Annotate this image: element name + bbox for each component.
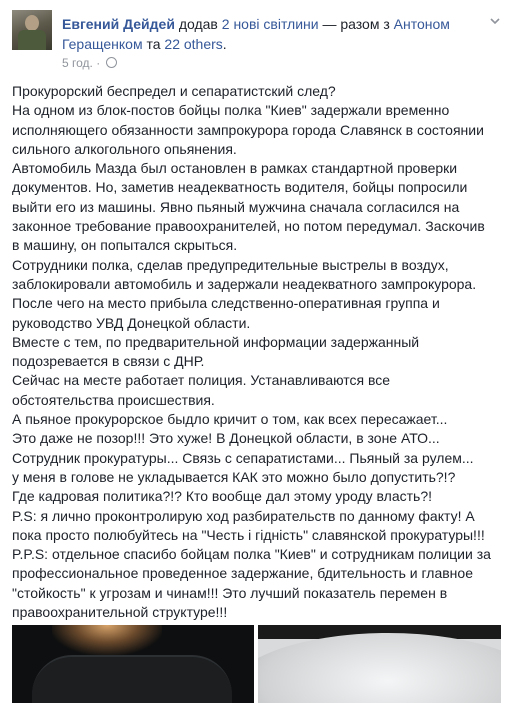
post-text-line: сильного алкогольного опьянения.: [12, 140, 237, 157]
meta-dot: ·: [96, 56, 101, 70]
post-header: [12, 10, 502, 70]
avatar-body-shape: [18, 30, 46, 50]
and-text: та: [146, 36, 161, 52]
photos-link[interactable]: 2 нові світлини: [221, 16, 319, 32]
post-headline: [62, 14, 492, 54]
post-body: [12, 82, 502, 622]
photo-car-white[interactable]: [258, 625, 501, 703]
post-text-line: заблокировали автомобиль и задержали неадекватного зампрокурора.: [12, 275, 477, 292]
post-text-line: руководство УВД Донецкой области.: [12, 314, 251, 331]
post-text-line: Автомобиль Мазда был остановлен в рамках стандартной проверки: [12, 160, 458, 177]
post-meta: [62, 56, 117, 70]
post-text-line: P.P.S: отдельное спасибо бойцам полка "Киев" и сотрудникам полиции за: [12, 546, 491, 563]
tagged-person-link[interactable]: Антоном Геращенком: [62, 16, 450, 52]
post-text-line: документов. Но, заметив неадекватность водителя, бойцы попросили: [12, 179, 468, 196]
post-text-line: выйти его из машины. Явно пьяный мужчина сначала согласился на: [12, 198, 460, 215]
avatar-head-shape: [25, 15, 39, 31]
post-text-line: P.S: я лично проконтролирую ход разбирательств по данному факту! А: [12, 507, 475, 524]
action-text: додав: [178, 16, 218, 32]
post-text-line: Прокурорский беспредел и сепаратистский след?: [12, 83, 336, 99]
photo-car-shine: [258, 633, 501, 703]
timestamp-link[interactable]: 5 год.: [62, 56, 93, 70]
post-text-line: Сотрудники полка, сделав предупредительные выстрелы в воздух,: [12, 256, 449, 273]
post-text-line: Сотрудник прокуратуры... Связь с сепаратистами... Пьяный за рулем...: [12, 449, 474, 466]
post-text-line: Где кадровая политика?!? Кто вообще дал этому уроду власть?!: [12, 488, 433, 505]
post-text-line: А пьяное прокурорское быдло кричит о том, как всех пересажает...: [12, 411, 448, 428]
author-name-link[interactable]: Евгений Дейдей: [62, 16, 175, 32]
post-text-line: исполняющего обязанности зампрокурора города Славянск в состоянии: [12, 121, 484, 138]
globe-icon[interactable]: [106, 57, 117, 68]
post-text-line: профессиональное проведенное задержание, бдительность и главное: [12, 565, 473, 582]
others-link[interactable]: 22 others: [164, 36, 223, 52]
post-text-line: законное требование правоохранителей, но потом передумал. Заскочив: [12, 218, 485, 235]
post-text-line: Вместе с тем, по предварительной информации задержанный: [12, 333, 420, 350]
post-text-line: Это даже не позор!!! Это хуже! В Донецкой области, в зоне АТО...: [12, 430, 440, 447]
post-text-line: На одном из блок-постов бойцы полка "Киев" задержали временно: [12, 102, 450, 119]
photo-grid: [12, 625, 501, 703]
post-text-line: Сейчас на месте работает полиция. Устанавливаются все: [12, 372, 391, 389]
post-text-line: После чего на место прибыла следственно-оперативная группа и: [12, 295, 440, 312]
post-text-line: в машину, он попытался скрыться.: [12, 237, 238, 254]
post-text-line: у меня в голове не укладывается КАК это можно было допустить?!?: [12, 468, 456, 485]
chevron-down-icon[interactable]: [488, 14, 502, 28]
with-text: — разом з: [322, 16, 390, 32]
post-text-line: правоохранительной структуре!!!: [12, 604, 228, 621]
headline-period: .: [222, 36, 227, 52]
post-text-line: обстоятельства происшествия.: [12, 391, 215, 408]
post-text-line: подозревается в связи с ДНР.: [12, 353, 205, 370]
photo-car-night[interactable]: [12, 625, 254, 703]
avatar[interactable]: [12, 10, 52, 50]
photo-light-glow: [52, 625, 162, 655]
photo-car-shape: [32, 655, 232, 703]
post-text-line: "стойкость" к угрозам и чинам!!! Это лучший показатель перемен в: [12, 584, 448, 601]
post-text-line: пока просто полюбуйтесь на "Честь і гідність" славянской прокуратуры!!!: [12, 526, 485, 543]
